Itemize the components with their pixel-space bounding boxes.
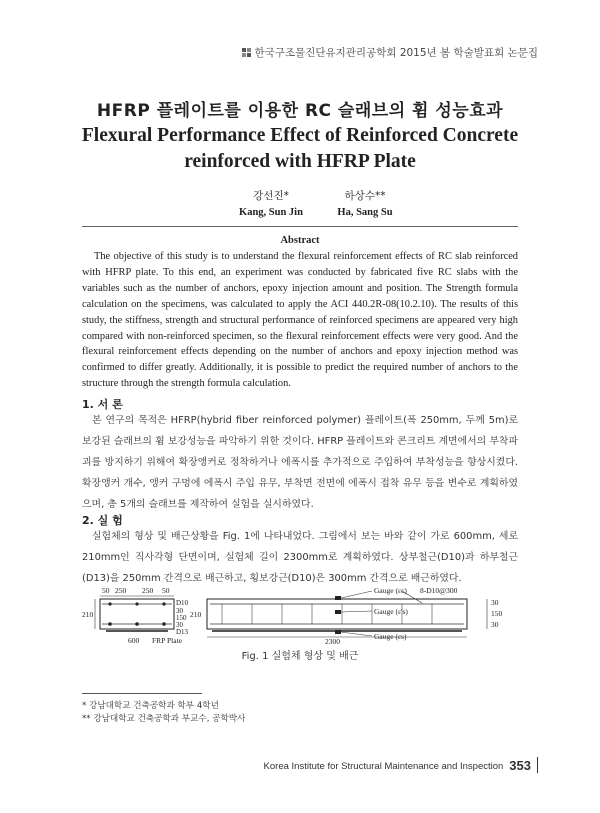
section-top-dim-2: 250: [115, 586, 127, 595]
section-bar-bottom: D13: [176, 628, 189, 636]
abstract-heading: Abstract: [280, 235, 320, 246]
section-right-dim-2: 150: [176, 614, 187, 622]
section-1-body: 본 연구의 목적은 HFRP(hybrid fiber reinforced polymer) 플레이트(폭 250mm, 두께 5m)로 보강된 슬래브의 휨 보강성능을 파악하기 위한 것이다. HFRP 플레이트와 콘크리트 계면에서의 부착파괴를 방지하기 위해여 확장앵커로 정착하거나 에폭시를 추가적으로 주입하여 부착성능을 향상시켰다. 확장앵커 개수, 앵커 구멍에 에폭시 주입 유무, 부착면 전면에 에폭시 접착 유무 등을 변수로 계획하였으며, 총 5개의 슬래브를 제작하여 실험을 실시하였다.: [82, 415, 518, 510]
section-bar-top: D10: [176, 599, 189, 607]
section-2-heading: 2. 실 험: [82, 514, 123, 527]
section-top-dim-3: 250: [142, 586, 154, 595]
footer-text: Korea Institute for Structural Maintenance and Inspection: [263, 761, 504, 772]
abstract-text: The objective of this study is to understand the flexural reinforcement effects of RC slab reinforced with HFRP plate. To this end, an experiment was conducted by fabricated five RC slabs with the variables such as the number of anchors, epoxy injection amount and position. The Strength formula calculation on the specimens, was calculated to apply the ACI 440.2R-08(10.2.10). The results of this study, the stiffness, strength and structural performance of reinforced specimens are appeared very high compared with non-reinforced specimen, so the flexural reinforcement effects were very good. And the flexural reinforcement effects depending on the number of anchors and epoxy injection method was confirmed to differ greatly. Additionally, it is possible to predict the required number of anchors to the structure through the strength formula calculation.: [82, 251, 518, 390]
page-number: 353: [509, 758, 531, 773]
elevation-right-dim-3: 30: [491, 620, 499, 629]
title-korean: HFRP 플레이트를 이용한 RC 슬래브의 휨 성능효과: [96, 101, 504, 121]
elevation-height-label: 210: [190, 610, 202, 619]
gauge-compression-steel-label: Gauge (ε's): [374, 607, 408, 616]
footnote-divider: [82, 693, 202, 694]
elevation-right-dim-2: 150: [491, 609, 503, 618]
author-1-name-ko: 강선진*: [253, 190, 289, 202]
title-english-line2: reinforced with HFRP Plate: [184, 151, 416, 172]
author-1-name-en: Kang, Sun Jin: [239, 207, 303, 218]
title-english: [0, 123, 600, 175]
footer-bar: [537, 757, 538, 773]
gauge-concrete-label: Gauge (εc): [374, 586, 407, 595]
figure-1: [82, 583, 522, 645]
elevation-length-label: 2300: [325, 637, 340, 645]
footnote-2: ** 강남대학교 건축공학과 부교수, 공학박사: [82, 714, 246, 724]
page-footer: [264, 757, 538, 773]
section-2-body: 실험체의 형상 및 배근상황을 Fig. 1에 나타내었다. 그림에서 보는 바와 같이 가로 600mm, 세로 210mm인 직사각형 단면이며, 실험체 길이 2300mm로 계획하였다. 상부철근(D10)과 하부철근(D13)을 250mm 간격으로 배근하고, 횡보강근(D10)은 300mm 간격으로 배근하였다.: [82, 531, 518, 584]
section-top-dim-1: 50: [102, 586, 110, 595]
section-1-heading: 1. 서 론: [82, 398, 123, 411]
divider: [82, 226, 518, 227]
running-header: [242, 45, 538, 60]
author-2: [290, 188, 440, 218]
footnote-1: * 강남대학교 건축공학과 학부 4학년: [82, 701, 219, 711]
figure-caption: Fig. 1 실험체 형상 및 배근: [241, 651, 359, 662]
author-2-name-ko: 하상수**: [344, 190, 386, 202]
stirrup-label: 8-D10@300: [420, 586, 458, 595]
author-2-name-en: Ha, Sang Su: [337, 207, 393, 218]
elevation-drawing: [190, 586, 503, 645]
section-width-label: 600: [128, 636, 140, 645]
section-top-dim-4: 50: [162, 586, 170, 595]
cross-section-drawing: [82, 586, 189, 645]
gauge-tension-steel-label: Gauge (εs): [374, 632, 407, 641]
elevation-right-dim-1: 30: [491, 598, 499, 607]
logo-icon: [242, 48, 251, 57]
section-height-label: 210: [82, 610, 94, 619]
title-english-line1: Flexural Performance Effect of Reinforced Concrete: [81, 125, 519, 146]
section-right-dim-1: 30: [176, 607, 183, 615]
section-right-dim-3: 30: [176, 621, 183, 629]
header-text: 한국구조물진단유지관리공학회 2015년 봄 학술발표회 논문집: [254, 47, 538, 59]
section-plate-label: FRP Plate: [152, 636, 182, 645]
